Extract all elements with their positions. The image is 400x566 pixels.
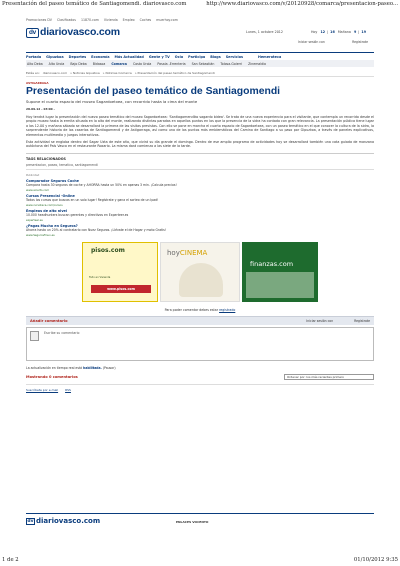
hoycinema-banner[interactable] xyxy=(160,242,240,302)
email-subscribe-link[interactable]: Suscríbete por e-mail xyxy=(26,387,59,392)
comment-placeholder: Escribe su comentario xyxy=(44,330,80,335)
utility-links xyxy=(26,18,374,24)
ad-title[interactable]: Empleos de alto nivel xyxy=(26,208,68,213)
finanzas-logo: finanzas.com xyxy=(250,259,294,268)
main-nav xyxy=(26,52,374,60)
comment-input[interactable] xyxy=(26,327,374,361)
print-page-url: http://www.diariovasco.com/v/20120928/comarca/presentacion-paseo... xyxy=(206,1,398,7)
util-link[interactable]: Promociones DV xyxy=(26,18,52,22)
breadcrumb-label: Estás en: xyxy=(26,71,40,75)
hoycinema-logo xyxy=(167,249,207,257)
comment-login-prompt xyxy=(26,308,374,312)
ad-title[interactable]: Comparador Seguros Coche xyxy=(26,178,79,183)
ad-url[interactable]: experteer.es xyxy=(26,217,43,222)
print-page-title: Presentación del paseo temático de Santiagomendi. diariovasco.com xyxy=(2,1,187,7)
sponsored-links xyxy=(26,174,374,237)
finanzas-banner[interactable] xyxy=(242,242,318,302)
ad-text: Compara hasta 30 seguros de coche y AHORRA hasta un 50% en apenas 3 min. ¡Calcula precios! xyxy=(26,183,177,188)
banner-row xyxy=(26,242,374,302)
pisos-banner[interactable] xyxy=(82,242,158,302)
footer-links[interactable]: ENLACES VOCENTO xyxy=(176,520,209,524)
ad-text: 10.000 headhunters buscan gerentes y directivos en Experteer.es xyxy=(26,213,129,218)
ad-url[interactable]: www.Segurosfinuo.es xyxy=(26,232,55,237)
article-paragraph: Esta actividad se engloba dentro del Sagar Uzta de este año, que vivirá su día grande el domingo. Dentro de ese amplio programa de actividades hoy se desarrollará también una cata guiada de manzana autóctona del País Vasco en el restaurante Roxario. La misma dará comienzo a las siete de la tarde. xyxy=(26,139,374,148)
logo-mark: dv xyxy=(26,28,39,38)
web-page xyxy=(26,18,374,392)
hoycinema-logo-b: CINEMA xyxy=(179,248,208,257)
site-footer xyxy=(26,513,374,527)
tags-title: TAGS RELACIONADOS xyxy=(26,157,66,162)
article-body xyxy=(26,115,374,148)
add-comment-heading: Añadir comentario xyxy=(30,318,68,323)
article-paragraph: Hoy tendrá lugar la presentación del nuevo paseo temático del museo Sagardoetxea: 'Santiagomendiko sagardo bidea'. Se trata de una nueva experiencia para el visitante, que contempla un recorrido desde el propio museo hasta la ermita situada en lo alto del monte, realizando distintas paradas en aquellos puntos en los que la presencia de la sidra ha contado con gran relevancia. La presentación pública tiene lugar a las 12.00 y mañana sábado se desarrollará la primera de las visitas previstas. Con ello se pone en marcha el cuarto espacio de Sagardoetxea, con un paseo temático en el que conocer la cultura de la sidra, la sorprendente historia de los caseríos de Santiagomendi y de Astigarraga, así como uno de los puntos más emblemáticos del Camino de Santiago a su paso por Gipuzkoa, a través de paneles explicativos, elementos multimedia y juegos interactivos. xyxy=(26,115,374,137)
print-timestamp: 01/10/2012 9:35 xyxy=(353,557,398,563)
ads-label: Publicidad xyxy=(26,173,40,177)
hoycinema-image xyxy=(179,263,223,297)
breadcrumb xyxy=(26,71,374,77)
sub-nav-item[interactable]: Zinemaldia xyxy=(248,61,266,66)
subscribe-links xyxy=(26,384,374,392)
ad-title[interactable]: ¿Pagas Mucho en Seguros? xyxy=(26,223,78,228)
breadcrumb-link[interactable]: diariovasco.com xyxy=(42,71,68,75)
related-tags xyxy=(26,153,374,170)
ad-url[interactable]: www.acierto.com xyxy=(26,187,50,192)
weather-tomorrow-label: Mañana xyxy=(337,30,351,34)
sort-select[interactable]: Ordenar por: los más recientes primero xyxy=(284,374,374,380)
nav-item[interactable]: Deportes xyxy=(68,54,87,59)
ad-item[interactable] xyxy=(26,194,374,207)
footer-logo-name: diariovasco.com xyxy=(36,517,101,525)
current-date: Lunes, 1 octubre 2012 xyxy=(246,30,283,34)
ad-item[interactable] xyxy=(26,224,374,237)
site-logo[interactable] xyxy=(26,26,120,38)
comment-register-button[interactable]: Registrate xyxy=(354,318,370,323)
comments-toolbar xyxy=(26,373,374,381)
sub-nav-item[interactable]: Costa Urola xyxy=(132,61,152,66)
print-footer xyxy=(0,556,400,566)
breadcrumb-current: » Presentación del paseo temático de Santiagomendi xyxy=(134,71,215,75)
rss-link[interactable]: RSS xyxy=(65,387,71,392)
sub-nav-item[interactable]: San Sebastián xyxy=(191,61,215,66)
footer-logo-mark: dv xyxy=(27,519,34,524)
weather-tomorrow-min: 9 xyxy=(353,30,357,34)
sub-nav-item[interactable]: Bajo Deba xyxy=(70,61,87,66)
nav-item[interactable]: Hemeroteca xyxy=(258,54,282,59)
nav-item[interactable]: Blogs xyxy=(210,54,221,59)
weather-today-label: Hoy xyxy=(310,30,318,34)
register-link[interactable]: Registrate xyxy=(352,40,368,44)
pause-link[interactable]: (Pausar) xyxy=(102,365,116,370)
article-section: ASTIGARRAGA xyxy=(26,81,49,85)
nav-item[interactable]: Participa xyxy=(188,54,206,59)
realtime-text: La actualización en tiempo real está xyxy=(26,365,83,370)
ad-title[interactable]: Cursos Presencial -Online xyxy=(26,193,75,198)
footer-logo[interactable] xyxy=(26,517,100,525)
util-link[interactable]: 11870.com xyxy=(80,18,99,22)
sub-nav-item[interactable]: Alto Deba xyxy=(27,61,43,66)
article-subhead: Supone el cuarto espacio del museo Sagardoetxea, con recorrido hasta la cima del monte xyxy=(26,99,198,104)
avatar xyxy=(30,331,39,341)
breadcrumb-link[interactable]: » Noticias Gipuzkoa xyxy=(70,71,100,75)
pisos-tagline: Todo en Vivienda xyxy=(89,275,111,279)
realtime-status xyxy=(26,366,374,370)
hoycinema-logo-a: hoy xyxy=(167,248,180,257)
comment-header xyxy=(26,316,374,325)
comments-count: Mostrando 0 comentarios xyxy=(26,374,78,379)
nav-item[interactable]: Servicios xyxy=(225,54,244,59)
weather-tomorrow-max: 19 xyxy=(361,30,366,34)
sub-nav-item[interactable]: Alto Urola xyxy=(48,61,65,66)
util-link[interactable]: Clasificados xyxy=(56,18,76,22)
sub-nav-item[interactable]: Bidasoa xyxy=(92,61,106,66)
breadcrumb-link[interactable]: » Noticias Comarca xyxy=(102,71,132,75)
weather-today-min: 12 xyxy=(320,30,326,34)
article-headline: Presentación del paseo temático de Santiagomendi xyxy=(26,86,281,97)
print-page-number: 1 de 2 xyxy=(2,557,19,563)
pisos-button[interactable]: www.pisos.com xyxy=(91,285,151,293)
comment-login-text: Para poder comentar debes estar xyxy=(164,307,219,312)
ad-url[interactable]: www.cursoteca.com/cursos xyxy=(26,202,63,207)
article-dateline: 28.09.12 - 03:00 - xyxy=(26,107,55,111)
util-link[interactable]: Empleo xyxy=(122,18,135,22)
ad-text: Ahorra hasta un 20% al contratarlo con Nuez Seguros. ¡Llévate el de Hogar y moto Gratis! xyxy=(26,228,167,233)
ad-text: Todos los cursos que buscas en un solo lugar! Regístrate y gana el sorteo de un Ipad! xyxy=(26,198,159,203)
util-link[interactable]: Vivienda xyxy=(103,18,118,22)
ad-item[interactable] xyxy=(26,179,374,192)
comment-register-link[interactable]: registrado xyxy=(219,307,236,312)
ad-item[interactable] xyxy=(26,209,374,222)
nav-item[interactable]: Economía xyxy=(91,54,110,59)
realtime-state: habilitada. xyxy=(83,365,102,370)
sub-nav-item[interactable]: Tolosa-Goierri xyxy=(220,61,243,66)
comment-login-link[interactable]: Iniciar sesión con xyxy=(306,318,334,323)
nav-item[interactable]: Más Actualidad xyxy=(114,54,144,59)
sub-nav-item[interactable]: Pasaia -Errenteria xyxy=(157,61,186,66)
nav-item[interactable]: Gipuzkoa xyxy=(46,54,64,59)
nav-item[interactable]: Portada xyxy=(26,54,42,59)
masthead xyxy=(26,26,374,44)
logo-name: diariovasco.com xyxy=(40,26,120,38)
sub-nav xyxy=(26,60,374,67)
util-link[interactable]: muerhoy.com xyxy=(156,18,178,22)
comment-auth xyxy=(302,319,370,323)
util-link[interactable]: Coches xyxy=(139,18,152,22)
finanzas-image xyxy=(246,272,314,298)
tags-list[interactable]: presentacion, paseo, tematico, santiagomendi xyxy=(26,163,374,170)
sub-nav-item[interactable]: Comarca xyxy=(111,61,127,66)
login-link[interactable]: Iniciar sesión con xyxy=(298,40,325,44)
nav-item[interactable]: Ocio xyxy=(174,54,184,59)
weather-widget[interactable]: Hoy 12 | 16 Mañana 9 | 19 xyxy=(310,30,366,34)
print-header xyxy=(0,0,400,9)
nav-item[interactable]: Gente y TV xyxy=(148,54,170,59)
weather-today-max: 16 xyxy=(330,30,335,34)
pisos-logo: pisos.com xyxy=(91,246,125,254)
